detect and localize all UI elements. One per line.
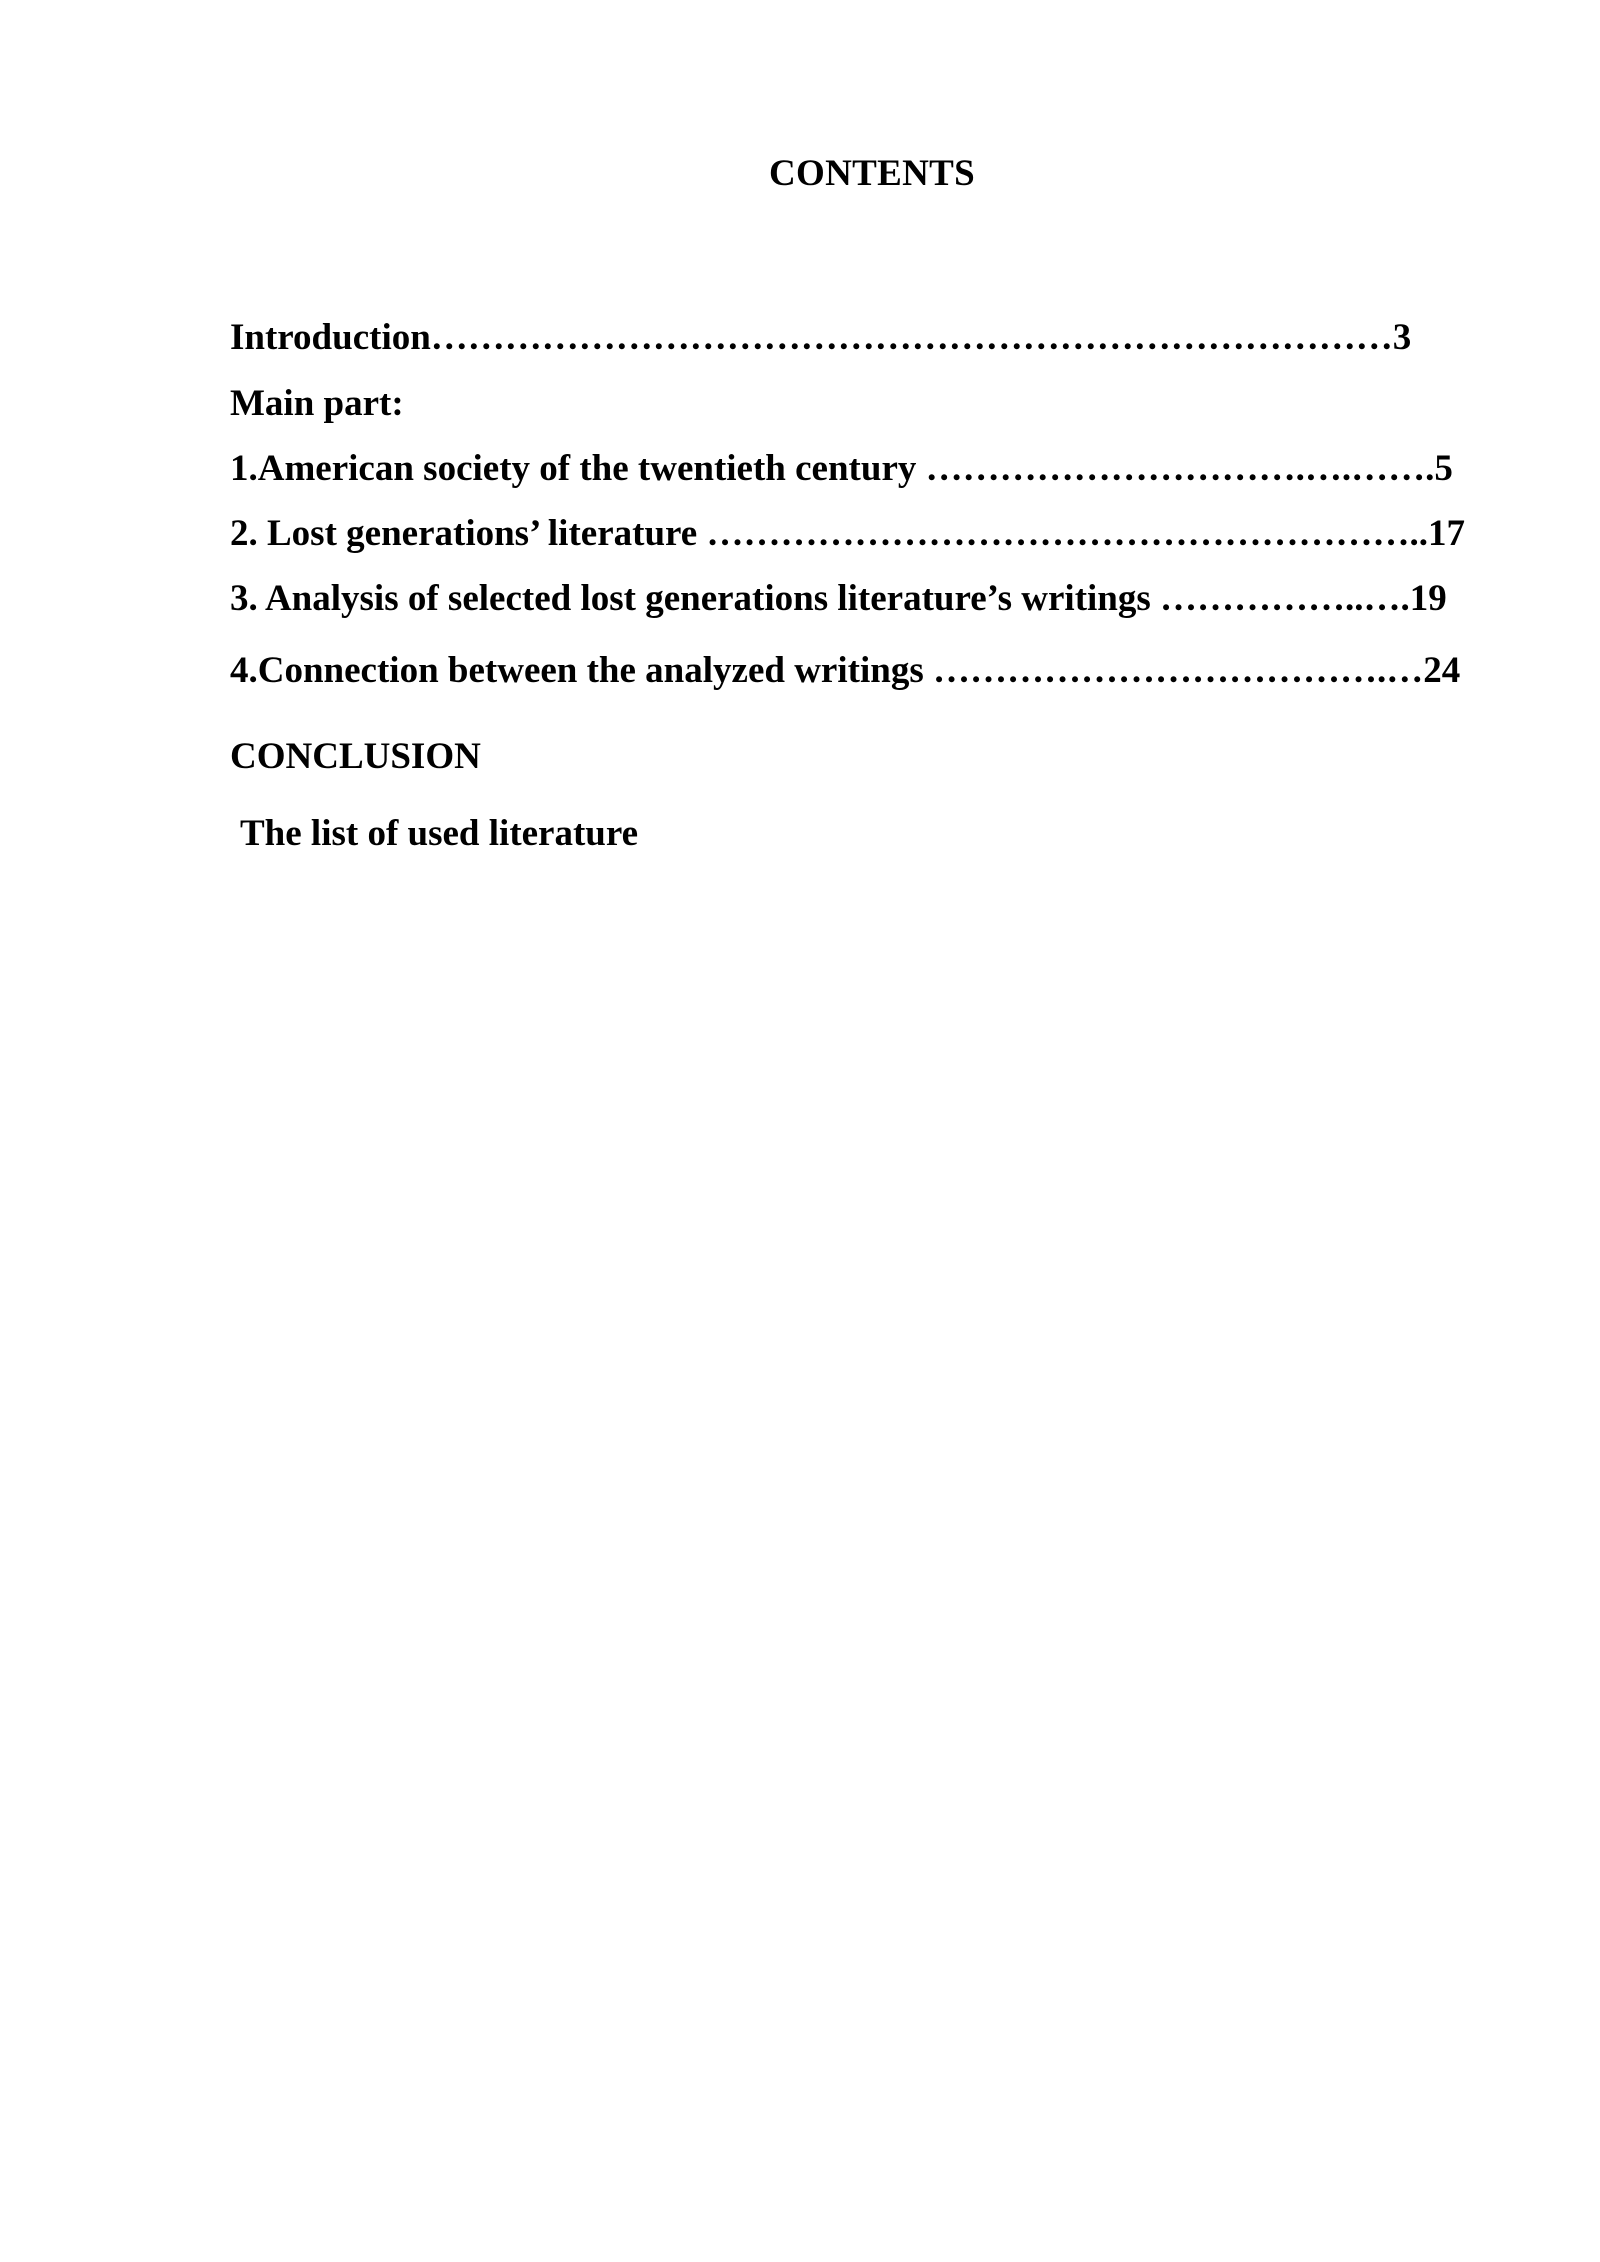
toc-item-introduction: Introduction……………………………………………………………………3	[230, 317, 1412, 358]
toc-item-2: 2. Lost generations’ literature …………………………………………………..17	[230, 513, 1465, 554]
toc-item-references: The list of used literature	[240, 813, 639, 854]
toc-item-4: 4.Connection between the analyzed writings ……………………………….…24	[230, 650, 1461, 691]
toc-item-conclusion: CONCLUSION	[230, 736, 481, 777]
toc-heading-main-part: Main part:	[230, 383, 404, 424]
page-title: CONTENTS	[769, 153, 975, 194]
toc-item-1: 1.American society of the twentieth century ………………………….….…….5	[230, 448, 1453, 489]
toc-item-3: 3. Analysis of selected lost generations literature’s writings ……………..….19	[230, 578, 1447, 619]
